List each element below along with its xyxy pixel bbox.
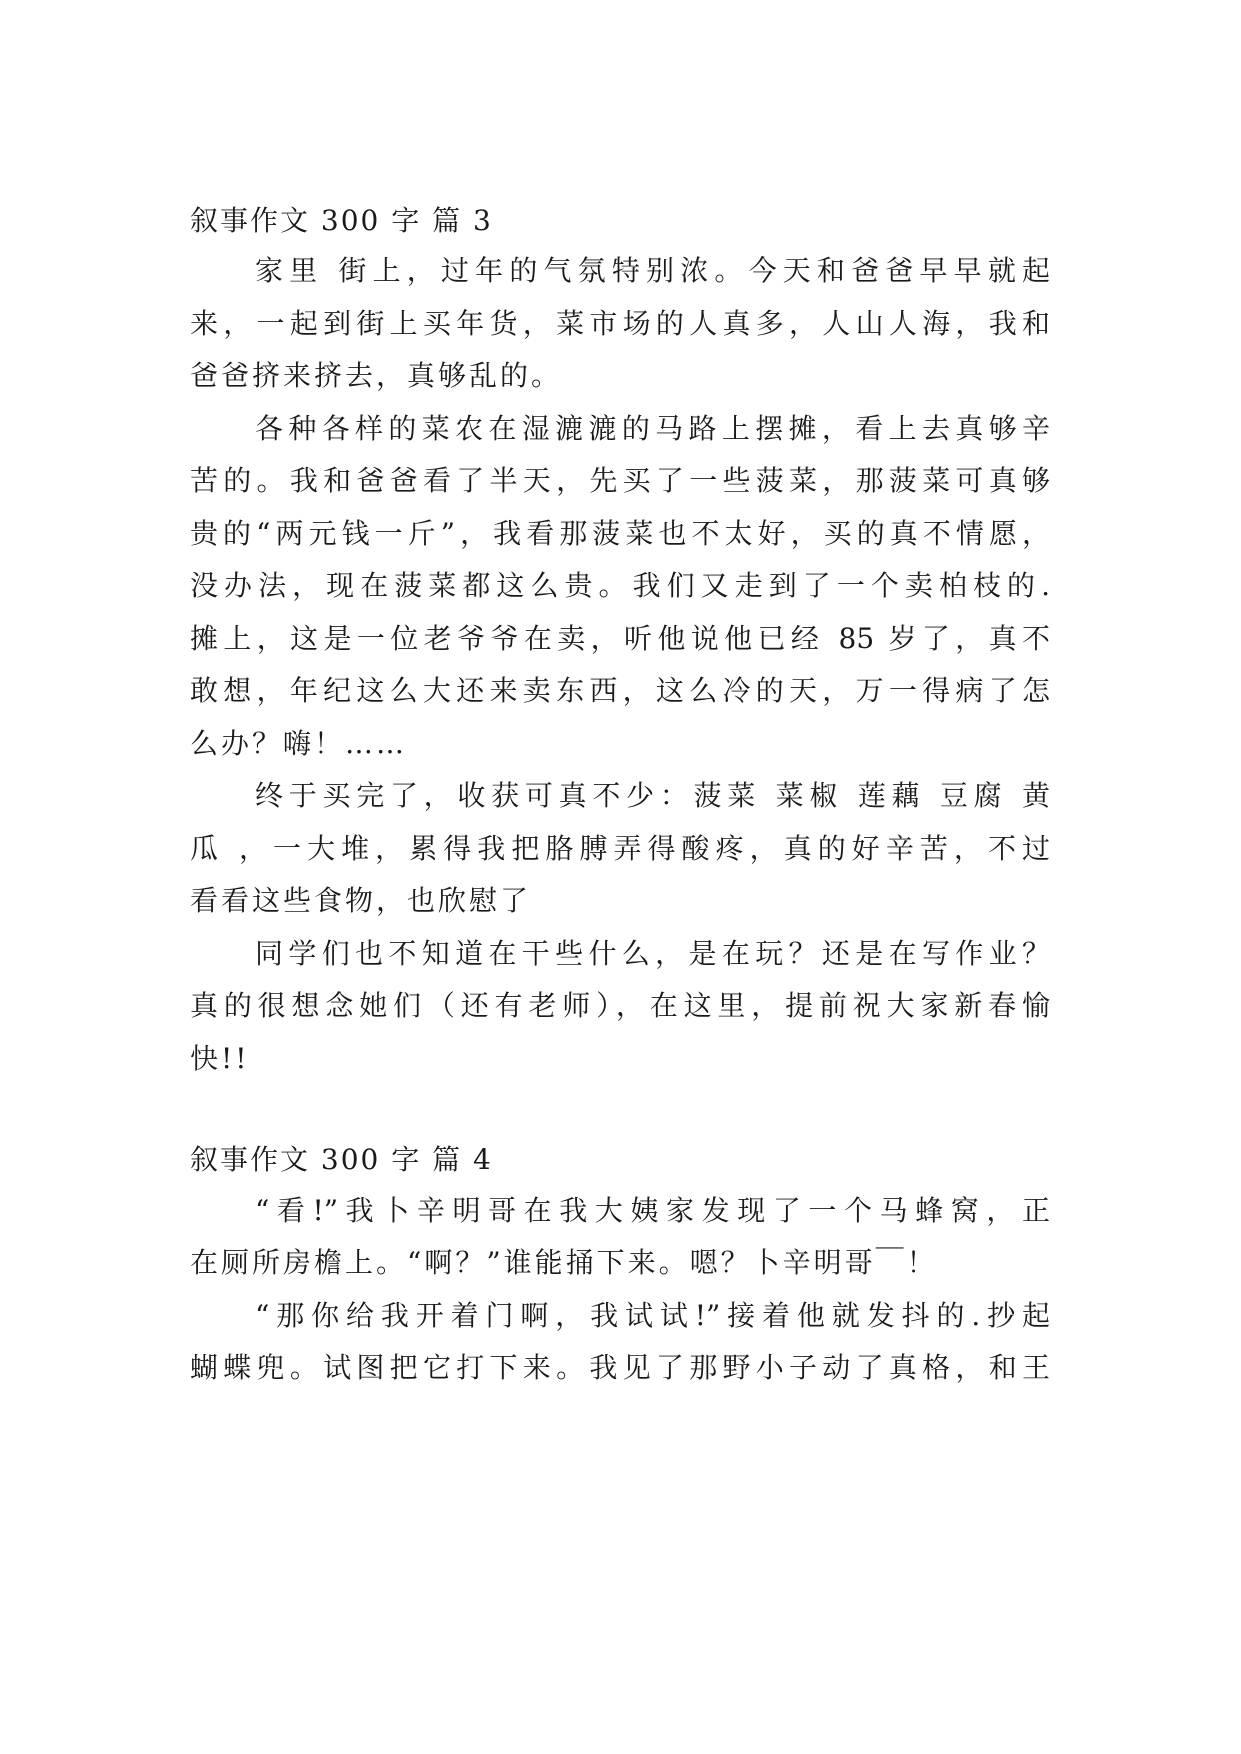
text-line: 看看这些食物，也欣慰了 xyxy=(190,884,532,917)
text-line: 摊上，这是一位老爷爷在卖，听他说他已经 85 岁了，真不 xyxy=(190,622,1050,655)
text-line: 家里 街上，过年的气氛特别浓。今天和爸爸早早就起 xyxy=(255,254,1050,287)
text-line: 没办法，现在菠菜都这么贵。我们又走到了一个卖柏枝的. xyxy=(190,569,1050,602)
text-line: 快!! xyxy=(190,1042,250,1075)
section-heading: 叙事作文 300 字 篇 4 xyxy=(190,1143,493,1176)
text-line: 瓜 ，一大堆，累得我把胳膊弄得酸疼，真的好辛苦，不过 xyxy=(190,832,1050,865)
text-line: 爸爸挤来挤去，真够乱的。 xyxy=(190,359,563,392)
text-line: 来，一起到街上买年货，菜市场的人真多，人山人海，我和 xyxy=(190,307,1050,340)
text-line: 苦的。我和爸爸看了半天，先买了一些菠菜，那菠菜可真够 xyxy=(190,464,1050,497)
text-line: 蝴蝶兜。试图把它打下来。我见了那野小子动了真格，和王 xyxy=(190,1351,1050,1384)
text-line: 各种各样的菜农在湿漉漉的马路上摆摊，看上去真够辛 xyxy=(255,412,1050,445)
text-line: 终于买完了，收获可真不少：菠菜 菜椒 莲藕 豆腐 黄 xyxy=(255,779,1050,812)
text-line: 敢想，年纪这么大还来卖东西，这么冷的天，万一得病了怎 xyxy=(190,674,1050,707)
text-line: 真的很想念她们（还有老师），在这里，提前祝大家新春愉 xyxy=(190,989,1050,1022)
text-line: “那你给我开着门啊，我试试!”接着他就发抖的.抄起 xyxy=(255,1299,1050,1332)
text-line: 贵的“两元钱一斤”，我看那菠菜也不太好，买的真不情愿， xyxy=(190,517,1050,550)
text-line: 同学们也不知道在干些什么，是在玩？还是在写作业？ xyxy=(255,937,1050,970)
text-line: 在厕所房檐上。“啊？”谁能捅下来。嗯？卜辛明哥￣！ xyxy=(190,1246,938,1279)
text-line: 么办？嗨！…… xyxy=(190,727,408,760)
section-heading: 叙事作文 300 字 篇 3 xyxy=(190,204,493,237)
text-line: “看!”我卜辛明哥在我大姨家发现了一个马蜂窝，正 xyxy=(255,1194,1050,1227)
